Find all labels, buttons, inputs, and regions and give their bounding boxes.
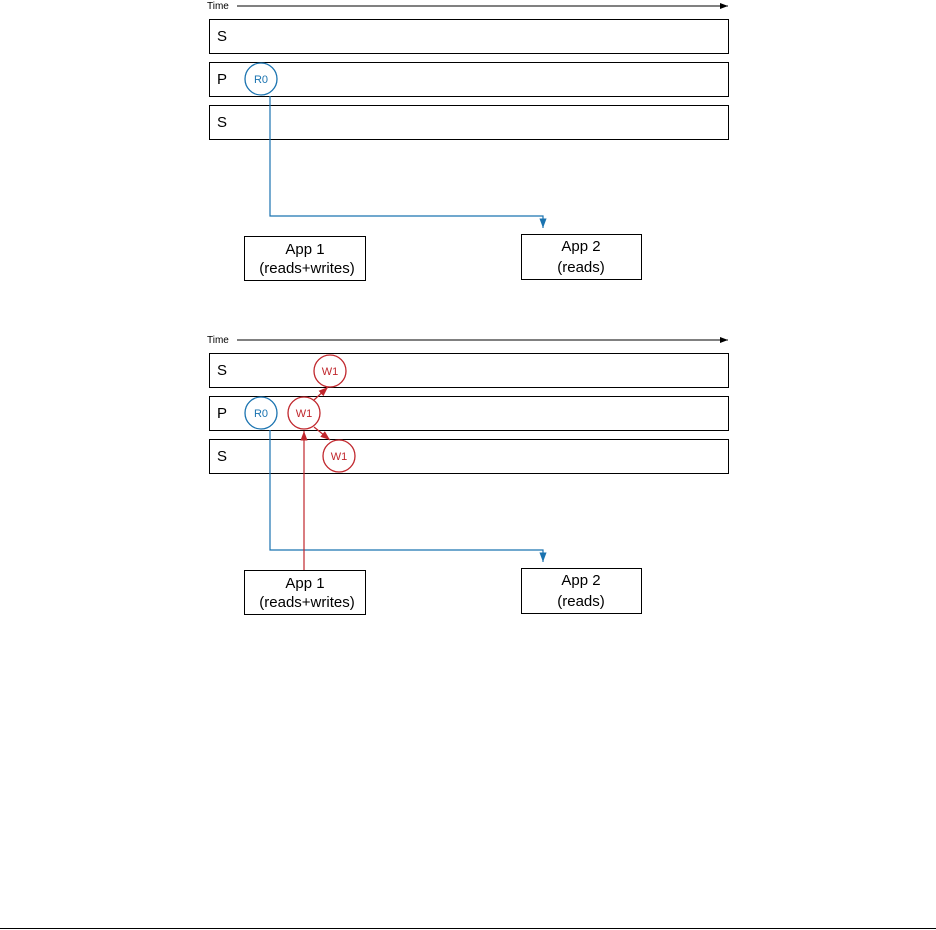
app1-subtitle: (reads+writes) [259,594,355,611]
row-label-primary: P [217,71,228,88]
app1-title: App 1 [285,241,325,258]
app2-title: App 2 [561,238,601,255]
write-event-secondary-top-label: W1 [321,366,339,378]
write-event-secondary-bottom-label: W1 [330,451,348,463]
row-label-secondary-top: S [217,362,228,379]
primary-row [210,63,729,97]
secondary-row-top [210,354,729,388]
secondary-row-top [210,20,729,54]
diagram-2 [207,335,729,615]
row-label-secondary-bottom: S [217,448,228,465]
diagram-1 [207,1,729,281]
row-label-primary: P [217,405,228,422]
row-label-secondary-top: S [217,28,228,45]
app2-title: App 2 [561,572,601,589]
secondary-row-bottom [210,106,729,140]
secondary-row-bottom [210,440,729,474]
time-axis-label: Time [207,1,229,12]
app2-subtitle: (reads) [557,259,605,276]
time-axis-label: Time [207,335,229,346]
app1-subtitle: (reads+writes) [259,260,355,277]
row-label-secondary-bottom: S [217,114,228,131]
app2-subtitle: (reads) [557,593,605,610]
read-event-label: R0 [253,408,269,420]
app1-title: App 1 [285,575,325,592]
read-event-label: R0 [253,74,269,86]
primary-row [210,397,729,431]
write-event-primary-label: W1 [295,408,313,420]
